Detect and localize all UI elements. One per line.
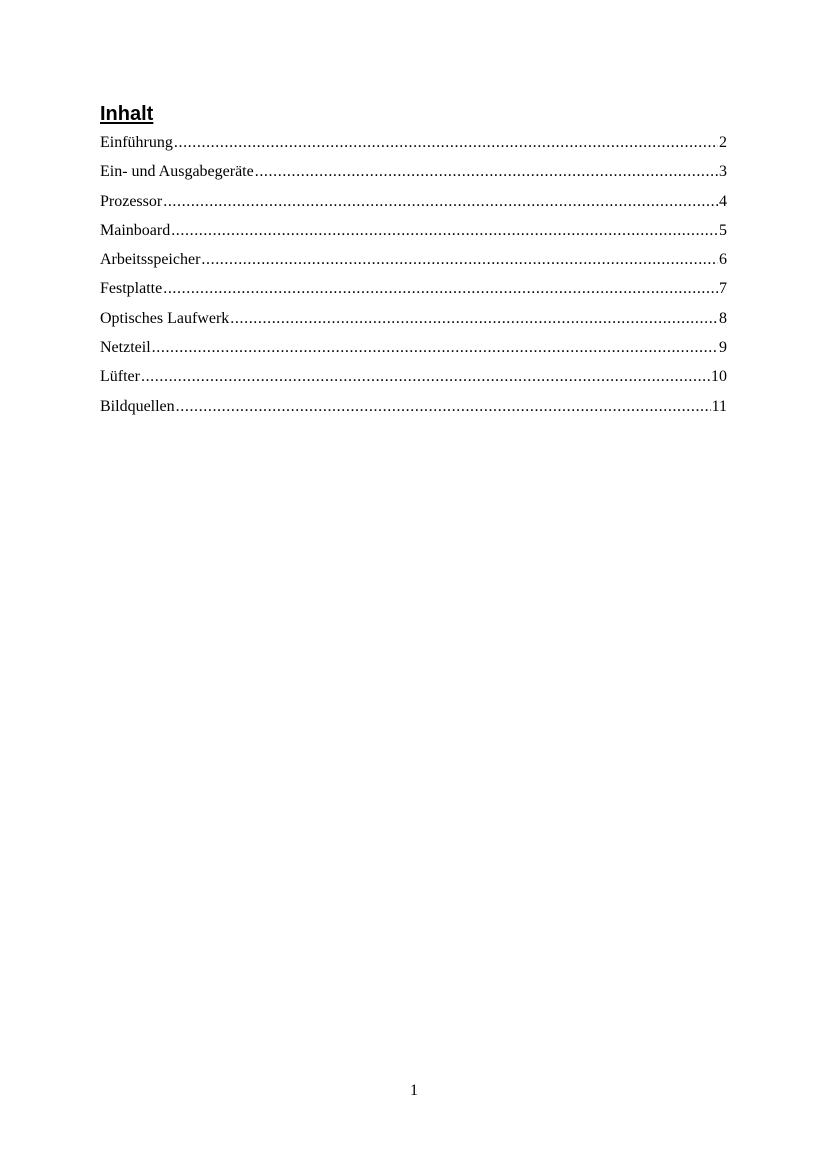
toc-entry-page: 10 <box>711 368 727 386</box>
toc-entry-page: 4 <box>719 192 727 210</box>
toc-entry-label: Lüfter <box>100 368 140 386</box>
dot-leader <box>163 187 718 216</box>
dot-leader <box>255 157 718 186</box>
toc-entry-label: Arbeitsspeicher <box>100 251 201 269</box>
toc-entry-label: Ein- und Ausgabegeräte <box>100 163 254 181</box>
toc-entry-page: 8 <box>719 309 727 327</box>
toc-entry-bildquellen[interactable] <box>100 392 727 421</box>
toc-entry-arbeitsspeicher[interactable] <box>100 245 727 274</box>
toc-list <box>100 128 727 421</box>
table-of-contents <box>100 100 727 421</box>
toc-entry-ein-und-ausgabegeraete[interactable] <box>100 157 727 186</box>
dot-leader <box>171 216 718 245</box>
dot-leader <box>141 362 710 391</box>
toc-entry-page: 2 <box>719 134 727 151</box>
toc-entry-page: 7 <box>719 280 727 298</box>
toc-entry-label: Prozessor <box>100 192 163 210</box>
toc-entry-netzteil[interactable] <box>100 333 727 362</box>
toc-entry-label: Festplatte <box>100 280 163 298</box>
toc-entry-label: Mainboard <box>100 221 171 239</box>
dot-leader <box>230 304 718 333</box>
toc-entry-prozessor[interactable] <box>100 187 727 216</box>
toc-entry-page: 5 <box>719 221 727 239</box>
dot-leader <box>174 128 718 157</box>
toc-entry-einfuehrung[interactable] <box>100 128 727 157</box>
toc-entry-mainboard[interactable] <box>100 216 727 245</box>
toc-entry-page: 11 <box>711 397 727 415</box>
toc-entry-optisches-laufwerk[interactable] <box>100 304 727 333</box>
toc-entry-page: 6 <box>719 251 727 269</box>
toc-entry-label: Optisches Laufwerk <box>100 309 230 327</box>
dot-leader <box>201 245 718 274</box>
toc-entry-label: Bildquellen <box>100 397 175 415</box>
toc-title: Inhalt <box>100 103 154 125</box>
toc-entry-page: 9 <box>719 339 727 357</box>
dot-leader <box>163 274 718 303</box>
toc-entry-page: 3 <box>719 163 727 181</box>
toc-entry-label: Netzteil <box>100 339 151 357</box>
toc-entry-luefter[interactable] <box>100 362 727 391</box>
page-number: 1 <box>410 1082 418 1099</box>
toc-entry-label: Einführung <box>100 134 173 151</box>
toc-entry-festplatte[interactable] <box>100 274 727 303</box>
dot-leader <box>152 333 718 362</box>
dot-leader <box>176 392 711 421</box>
